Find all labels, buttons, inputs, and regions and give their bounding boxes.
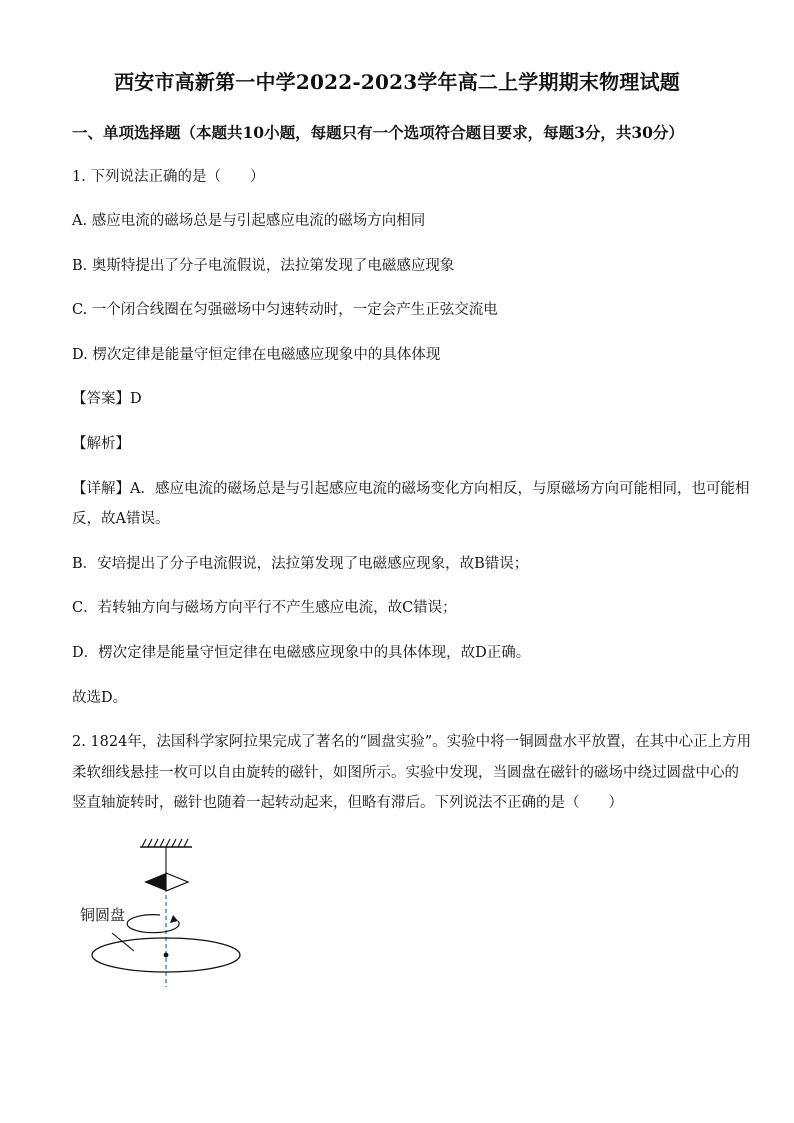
question-1-stem: 1. 下列说法正确的是（ ）: [72, 169, 265, 185]
needle-north-half: [144, 873, 166, 891]
detail-line-2: 反，故A错误。: [72, 511, 170, 527]
question-2-stem-line-1: 2. 1824年，法国科学家阿拉果完成了著名的“圆盘实验”。实验中将一铜圆盘水平放置，在其中心正上方用: [72, 734, 752, 750]
detail-line-1: [72, 480, 750, 498]
disk-center-dot: [164, 953, 169, 958]
rotation-arrow: [127, 915, 179, 933]
detail-line-4: C．若转轴方向与磁场方向平行不产生感应电流，故C错误；: [72, 600, 457, 616]
answer-line: [72, 390, 732, 408]
answer-value: D: [130, 391, 142, 407]
question-1-option-a: A. 感应电流的磁场总是与引起感应电流的磁场方向相同: [72, 213, 426, 229]
question-2-stem-line-2: 柔软细线悬挂一枚可以自由旋转的磁针，如图所示。实验中发现，当圆盘在磁针的磁场中绕过圆盘中心的: [72, 765, 739, 781]
page-title: 西安市高新第一中学2022-2023学年高二上学期期末物理试题: [114, 70, 680, 94]
figure-label: 铜圆盘: [80, 906, 126, 924]
detail-line-6: 故选D。: [72, 690, 128, 706]
needle-south-half: [166, 873, 188, 891]
question-1-option-b: B. 奥斯特提出了分子电流假说，法拉第发现了电磁感应现象: [72, 258, 455, 274]
arago-disk-figure: [74, 835, 254, 999]
detail-text-a: A．感应电流的磁场总是与引起感应电流的磁场变化方向相反，与原磁场方向可能相同，也可能相: [130, 481, 750, 497]
section-heading: 一、单项选择题（本题共10小题，每题只有一个选项符合题目要求，每题3分，共30分）: [72, 123, 684, 142]
question-1-option-c: C. 一个闭合线圈在匀强磁场中匀速转动时，一定会产生正弦交流电: [72, 302, 498, 318]
ceiling-hatch: [142, 839, 188, 847]
question-1-option-d: D. 楞次定律是能量守恒定律在电磁感应现象中的具体体现: [72, 347, 441, 363]
analysis-tag: 【解析】: [72, 436, 130, 452]
detail-line-5: D．楞次定律是能量守恒定律在电磁感应现象中的具体体现，故D正确。: [72, 645, 531, 661]
question-2-stem-line-3: 竖直轴旋转时，磁针也随着一起转动起来，但略有滞后。下列说法不正确的是（ ）: [72, 795, 623, 811]
rotation-arrowhead: [170, 915, 178, 923]
detail-tag: 【详解】: [72, 481, 130, 497]
detail-line-3: B．安培提出了分子电流假说，法拉第发现了电磁感应现象，故B错误；: [72, 556, 529, 572]
figure-svg: [74, 835, 254, 995]
answer-tag: 【答案】: [72, 391, 130, 407]
